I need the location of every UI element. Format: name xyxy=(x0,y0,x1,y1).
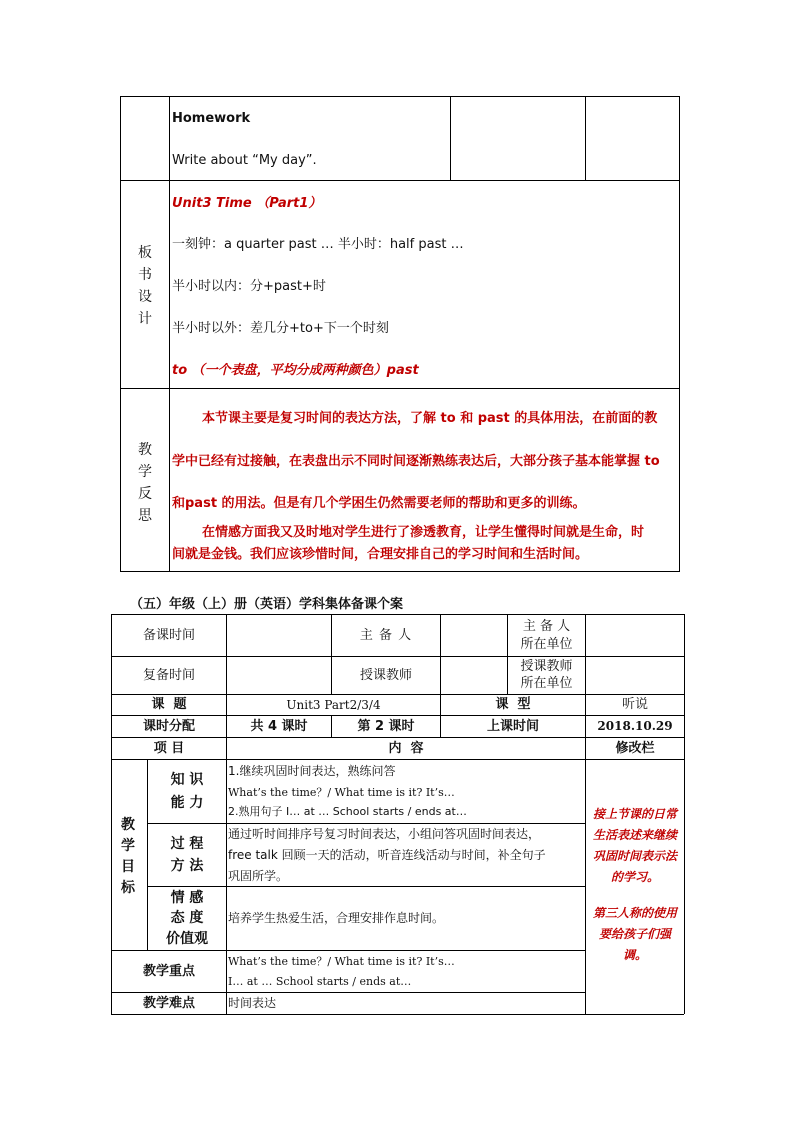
revision-note-line: 的学习。 xyxy=(610,870,659,884)
class-time-label: 上课时间 xyxy=(486,718,539,734)
emotion-text: 培养学生热爱生活，合理安排作息时间。 xyxy=(228,911,445,925)
process-line: 通过听时间排序号复习时间表达，小组问答巩固时间表达， xyxy=(228,827,541,841)
knowledge-line: 1.继续巩固时间表达，熟练问答 xyxy=(228,764,396,778)
knowledge-line: 2.熟用句子 I… at … School starts / ends at… xyxy=(228,805,467,818)
content-label: 内 容 xyxy=(388,740,424,756)
reflection-line: 学中已经有过接触，在表盘出示不同时间逐渐熟练表达后，大部分孩子基本能掌握 to xyxy=(172,454,660,469)
host-label: 主 备 人 xyxy=(359,627,413,643)
periods-label: 课时分配 xyxy=(142,718,195,734)
difficulty-text: 时间表达 xyxy=(228,996,277,1010)
revision-label: 修改栏 xyxy=(615,740,655,756)
reflection-line: 间就是金钱。我们应该珍惜时间，合理安排自己的学习时间和生活时间。 xyxy=(172,547,589,562)
revision-note-line: 要给孩子们强 xyxy=(598,927,671,941)
reflection-line: 本节课主要是复习时间的表达方法，了解 to 和 past 的具体用法，在前面的教 xyxy=(202,411,658,426)
teacher-unit-label: 授课教师 所在单位 xyxy=(520,659,573,691)
reflection-text xyxy=(170,400,678,570)
host-unit-label: 主 备 人 所在单位 xyxy=(520,618,573,652)
type-label: 课 型 xyxy=(495,697,531,713)
process-line: 巩固所学。 xyxy=(228,869,289,883)
class-time-value: 2018.10.29 xyxy=(597,719,673,734)
teacher-label: 授课教师 xyxy=(359,667,412,683)
board-line-2: 半小时以内：分+past+时 xyxy=(172,279,326,294)
key-line: I… at … School starts / ends at… xyxy=(228,975,412,988)
topic-label: 课 题 xyxy=(151,697,187,713)
knowledge-line: What’s the time？/ What time is it? It’s… xyxy=(228,786,455,799)
board-line-1: 一刻钟：a quarter past … 半小时：half past … xyxy=(172,237,464,252)
periods-total: 共 4 课时 xyxy=(250,718,308,734)
reflection-line: 和past 的用法。但是有几个学困生仍然需要老师的帮助和更多的训练。 xyxy=(172,496,586,511)
prep-time-label: 备课时间 xyxy=(142,627,195,643)
revision-note-line: 巩固时间表示法 xyxy=(592,849,677,863)
key-label: 教学重点 xyxy=(142,963,195,979)
revision-note-line: 第三人称的使用 xyxy=(592,906,677,920)
reflection-line: 在情感方面我又及时地对学生进行了渗透教育，让学生懂得时间就是生命，时 xyxy=(202,525,645,540)
board-line-3: 半小时以外：差几分+to+下一个时刻 xyxy=(172,321,389,336)
revision-note-line: 接上节课的日常 xyxy=(592,807,677,821)
emotion-label: 情 感 态 度 价值观 xyxy=(166,890,208,947)
revision-note-line xyxy=(586,889,684,904)
homework-title: Homework xyxy=(172,111,251,126)
review-time-label: 复备时间 xyxy=(142,667,195,683)
type-value: 听说 xyxy=(621,697,648,713)
lesson-plan-heading: （五）年级（上）册（英语）学科集体备课个案 xyxy=(130,597,404,612)
revision-note-line: 生活表述来继续 xyxy=(592,828,677,842)
revision-notes xyxy=(586,805,684,967)
board-title: Unit3 Time （Part1） xyxy=(172,196,322,211)
period-current: 第 2 课时 xyxy=(357,718,415,734)
revision-note-line: 调。 xyxy=(622,948,647,962)
item-label: 项 目 xyxy=(153,740,185,756)
homework-text: Write about “My day”. xyxy=(172,153,317,168)
topic-value: Unit3 Part2/3/4 xyxy=(286,697,381,712)
board-line-4: to （一个表盘，平均分成两种颜色）past xyxy=(172,363,419,378)
difficulty-label: 教学难点 xyxy=(142,995,195,1011)
process-line: free talk 回顾一天的活动，听音连线活动与时间，补全句子 xyxy=(228,848,546,862)
key-line: What’s the time？/ What time is it? It’s… xyxy=(228,955,455,968)
process-label: 过 程 方 法 xyxy=(170,835,204,874)
knowledge-label: 知 识 能 力 xyxy=(170,772,204,811)
